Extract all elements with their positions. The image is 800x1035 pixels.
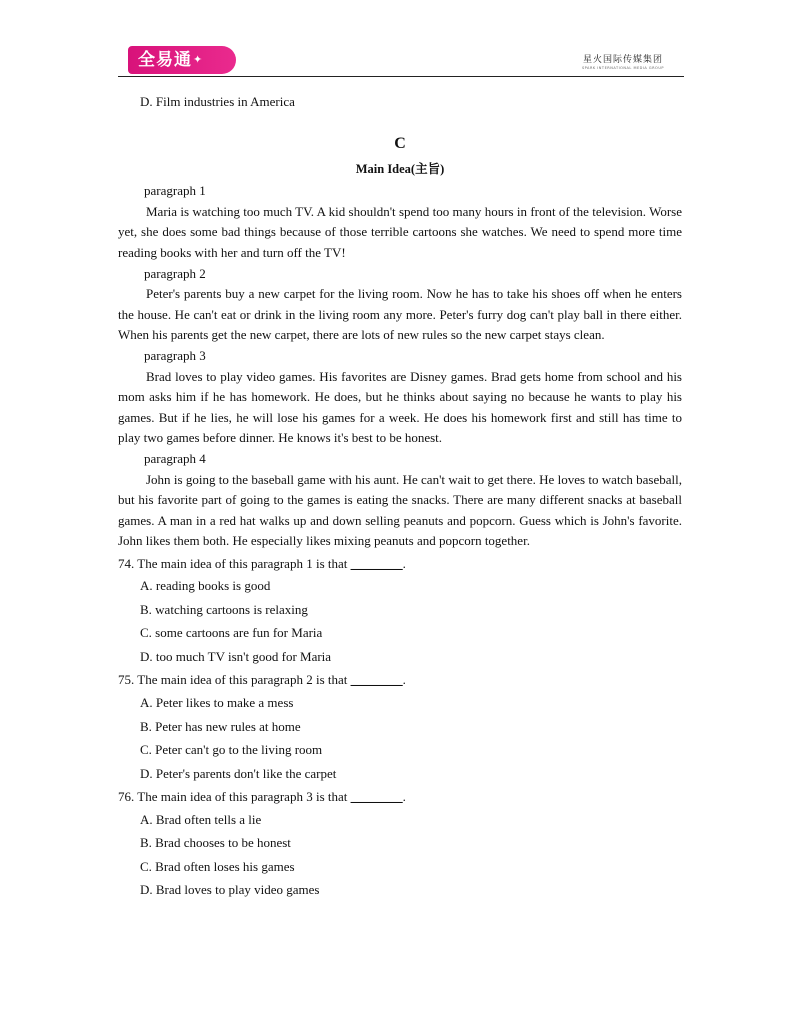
answer-option: D. too much TV isn't good for Maria [140, 648, 332, 664]
answer-blank: ________ [350, 672, 403, 688]
page-header [118, 44, 684, 77]
paragraph-text: John is going to the baseball game with his aunt. He can't wait to get there. He loves to watch baseball, but his favorite part of going to the games is eating the snacks. There are many different snacks at baseball games. A man in a red hat walks up and down selling peanuts and popcorn. Guess which is John's favorite. John likes them both. He especially likes mixing peanuts and popcorn together. [118, 471, 682, 549]
answer-option: B. Peter has new rules at home [140, 718, 301, 734]
answer-option: C. Peter can't go to the living room [140, 742, 323, 758]
answer-option: B. watching cartoons is relaxing [140, 601, 308, 617]
reading-passage [118, 181, 682, 552]
answer-option: D. Peter's parents don't like the carpet [140, 765, 337, 781]
publisher-mark [582, 52, 664, 70]
paragraph-text: Brad loves to play video games. His favorites are Disney games. Brad gets home from school and his mom asks him if he has homework. He does, but he thinks about saying no because he wants to play his games. But if he lies, he will lose his games for a week. He does his homework first and still has time to play two games before dinner. He knows it's best to be honest. [118, 368, 682, 446]
answer-option: B. Brad chooses to be honest [140, 835, 291, 851]
logo-text: 全易通 [138, 50, 192, 70]
question-74 [118, 554, 682, 669]
question-stem: 75. The main idea of this paragraph 2 is that ________. [118, 672, 406, 688]
answer-option: C. some cartoons are fun for Maria [140, 625, 323, 641]
paragraph-label: paragraph 3 [144, 347, 206, 363]
question-stem: 74. The main idea of this paragraph 1 is that ________. [118, 555, 406, 571]
document-body [118, 92, 682, 902]
section-letter: C [394, 134, 406, 152]
answer-option: D. Brad loves to play video games [140, 882, 320, 898]
paragraph-label: paragraph 1 [144, 183, 206, 199]
paragraph-label: paragraph 2 [144, 265, 206, 281]
answer-option: A. Brad often tells a lie [140, 811, 262, 827]
question-stem: 76. The main idea of this paragraph 3 is that ________. [118, 789, 406, 805]
paragraph-text: Maria is watching too much TV. A kid shouldn't spend too many hours in front of the television. Worse yet, she does some bad things because of those terrible cartoons she watches. We need to spend more time reading books with her and turn off the TV! [118, 203, 682, 260]
answer-blank: ________ [350, 555, 403, 571]
brand-logo [128, 46, 236, 74]
answer-options [118, 808, 682, 902]
section-title: Main Idea(主旨) [355, 161, 445, 176]
paragraph-label: paragraph 4 [144, 450, 206, 466]
sparkle-icon: ✦ [193, 53, 204, 66]
answer-blank: ________ [350, 789, 403, 805]
answer-option: C. Brad often loses his games [140, 858, 295, 874]
publisher-subtitle: SPARK INTERNATIONAL MEDIA GROUP [581, 66, 664, 70]
previous-question-option: D. Film industries in America [140, 94, 295, 109]
answer-option: A. reading books is good [140, 578, 271, 594]
answer-option: A. Peter likes to make a mess [140, 695, 294, 711]
answer-options [118, 574, 682, 668]
question-76 [118, 787, 682, 902]
question-75 [118, 670, 682, 785]
paragraph-text: Peter's parents buy a new carpet for the living room. Now he has to take his shoes off when he enters the house. He can't eat or drink in the living room any more. Peter's furry dog can't play ball in there either. When his parents get the new carpet, there are lots of new rules so the new carpet stays clean. [118, 286, 682, 343]
publisher-name: 星火国际传媒集团 [582, 55, 663, 65]
answer-options [118, 691, 682, 785]
